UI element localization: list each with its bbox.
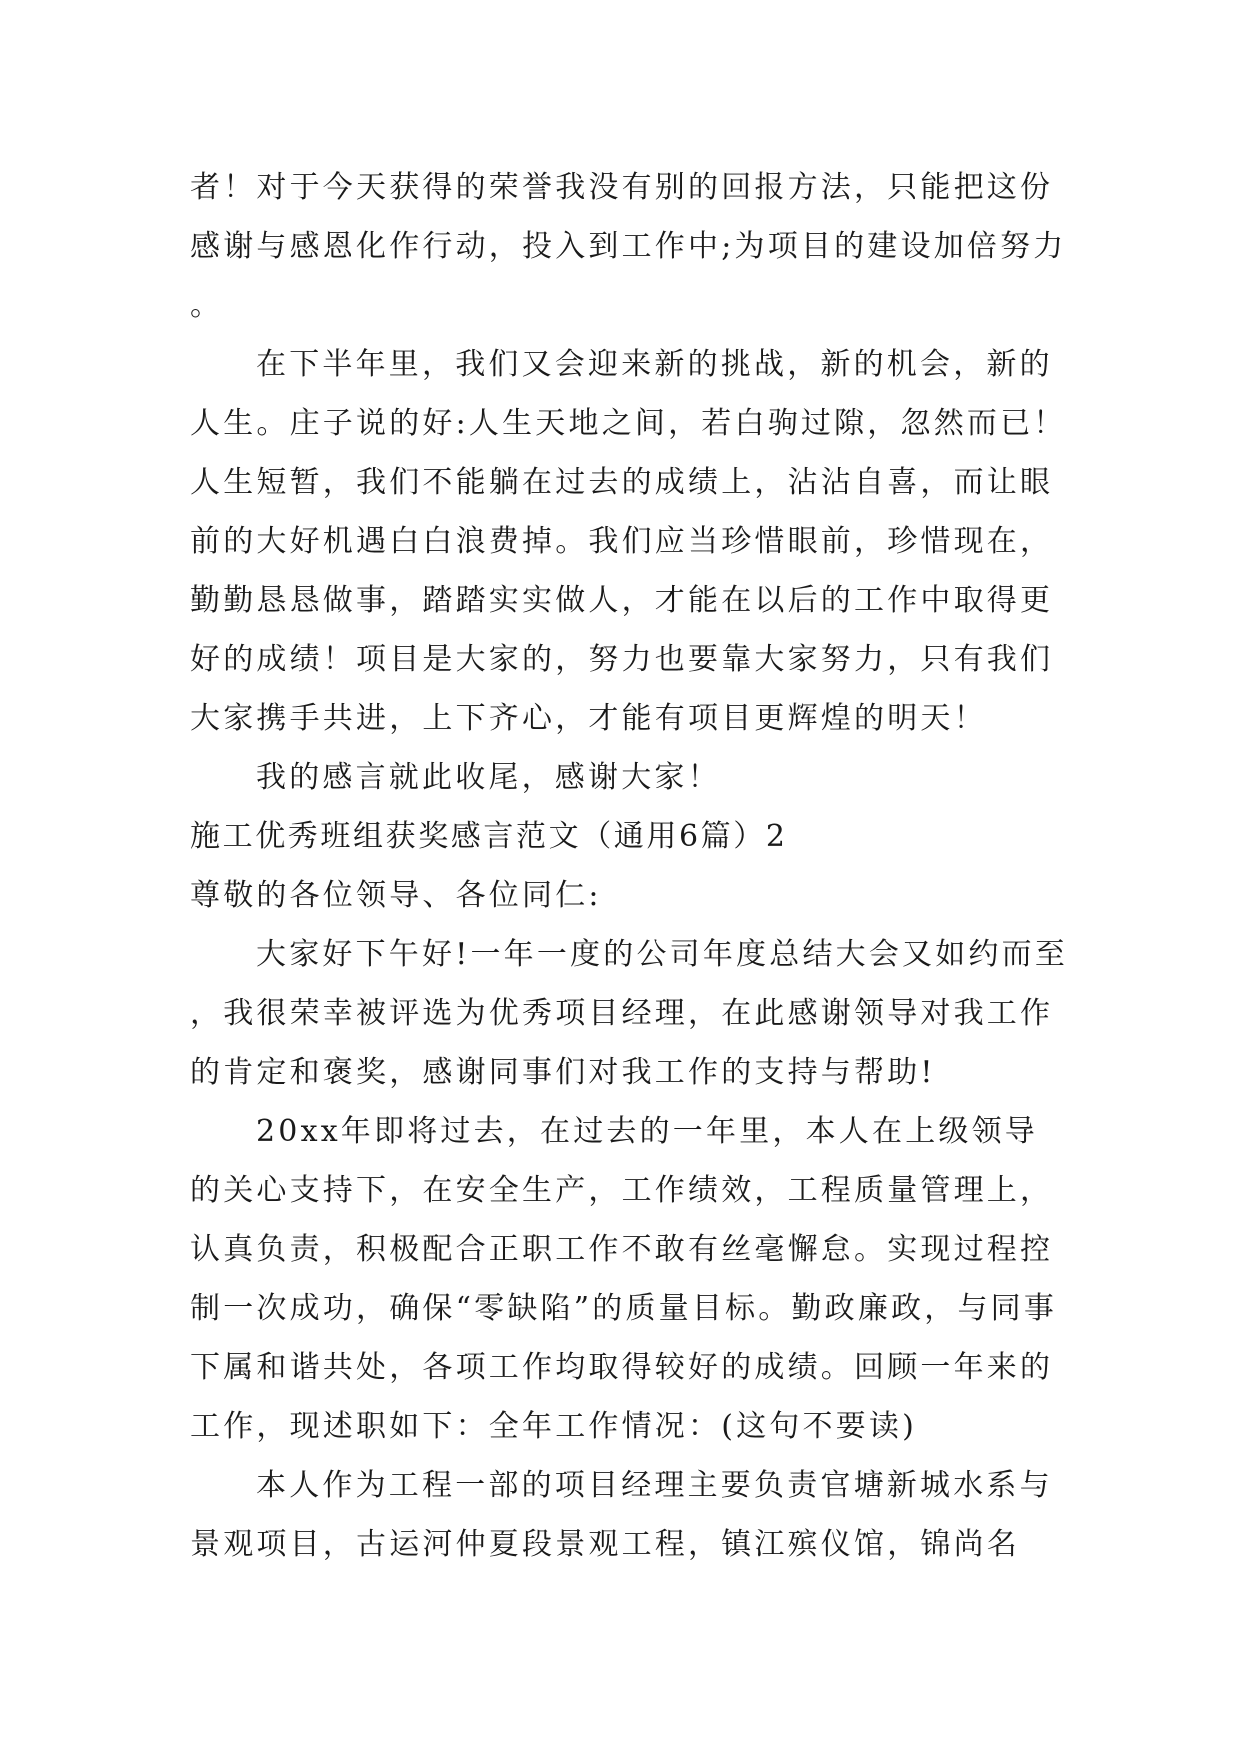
paragraph-continued: 者！对于今天获得的荣誉我没有别的回报方法，只能把这份感谢与感恩化作行动，投入到工作中;为项目的建设加倍努力。: [190, 170, 1067, 323]
section-title: 施工优秀班组获奖感言范文（通用6篇）2: [190, 819, 788, 854]
paragraph-year-review: 20xx年即将过去，在过去的一年里，本人在上级领导的关心支持下，在安全生产，工作绩效，工程质量管理上，认真负责，积极配合正职工作不敢有丝毫懈怠。实现过程控制一次成功，确保“零缺陷”的质量目标。勤政廉政，与同事下属和谐共处，各项工作均取得较好的成绩。回顾一年来的工作，现述职如下：全年工作情况：(这句不要读): [190, 1114, 1058, 1444]
salutation: 尊敬的各位领导、各位同仁:: [190, 878, 602, 913]
document-body: [190, 158, 1070, 1574]
paragraph-projects: 本人作为工程一部的项目经理主要负责官塘新城水系与景观项目，古运河仲夏段景观工程，镇江殡仪馆，锦尚名: [190, 1468, 1053, 1562]
paragraph-closing: 我的感言就此收尾，感谢大家！: [256, 760, 721, 795]
paragraph-greeting: 大家好下午好!一年一度的公司年度总结大会又如约而至，我很荣幸被评选为优秀项目经理，在此感谢领导对我工作的肯定和褒奖，感谢同事们对我工作的支持与帮助!: [190, 937, 1069, 1090]
paragraph-second-half: 在下半年里，我们又会迎来新的挑战，新的机会，新的人生。庄子说的好:人生天地之间，若白驹过隙，忽然而已！人生短暂，我们不能躺在过去的成绩上，沾沾自喜，而让眼前的大好机遇白白浪费掉。我们应当珍惜眼前，珍惜现在，勤勤恳恳做事，踏踏实实做人，才能在以后的工作中取得更好的成绩！项目是大家的，努力也要靠大家努力，只有我们大家携手共进，上下齐心，才能有项目更辉煌的明天！: [190, 347, 1067, 736]
